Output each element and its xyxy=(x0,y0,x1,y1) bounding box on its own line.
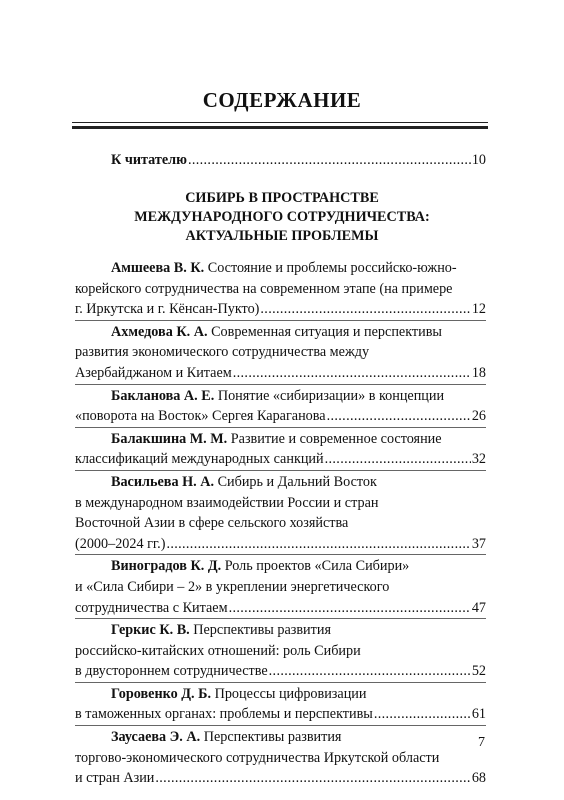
entry-author: Заусаева Э. А. xyxy=(111,729,201,746)
toc-entry[interactable] xyxy=(75,258,486,320)
toc-entry-line xyxy=(75,577,486,598)
entry-page: 61 xyxy=(471,706,486,723)
toc-entry-line xyxy=(75,429,486,450)
entry-title-text: Перспективы развития xyxy=(193,622,331,639)
entry-title-text: Восточной Азии в сфере сельского хозяйства xyxy=(75,515,349,532)
entry-page: 68 xyxy=(471,770,486,787)
entry-divider xyxy=(75,384,486,385)
dot-leader xyxy=(327,406,471,427)
entry-title-text: (2000–2024 гг.) xyxy=(75,535,166,552)
entry-title-text: Современная ситуация и перспективы xyxy=(211,323,442,340)
entry-divider xyxy=(75,618,486,619)
entry-divider xyxy=(75,320,486,321)
toc-entry-line xyxy=(75,620,486,641)
entry-title-text: Перспективы развития xyxy=(203,729,342,746)
dot-leader xyxy=(166,534,470,555)
toc-entry-line xyxy=(75,342,486,363)
toc-entry-line xyxy=(75,299,486,320)
toc-entry[interactable] xyxy=(75,620,486,682)
entry-divider xyxy=(75,725,486,726)
toc-entry-line xyxy=(75,748,486,769)
entry-page: 52 xyxy=(471,663,486,680)
toc-entries xyxy=(75,258,486,789)
toc-entry[interactable] xyxy=(75,429,486,470)
toc-entry[interactable] xyxy=(75,322,486,384)
dot-leader xyxy=(155,768,470,789)
entry-title-text: и «Сила Сибири – 2» в укреплении энергетического xyxy=(75,578,390,595)
entry-title-text: российско-китайских отношений: роль Сибири xyxy=(75,642,361,659)
toc-entry[interactable] xyxy=(75,472,486,554)
page-number: 7 xyxy=(478,735,485,750)
toc-entry-line xyxy=(75,768,486,789)
toc-entry-line xyxy=(75,598,486,619)
entry-page: 47 xyxy=(471,599,486,616)
preface-entry[interactable] xyxy=(75,150,486,171)
entry-divider xyxy=(75,470,486,471)
entry-title-text: и стран Азии xyxy=(75,770,155,787)
toc-entry-line xyxy=(75,322,486,343)
entry-title-text: корейского сотрудничества на современном этапе (на примере xyxy=(75,280,453,297)
entry-title-text: «поворота на Восток» Сергея Караганова xyxy=(75,408,326,425)
entry-title-text: г. Иркутска и г. Кёнсан-Пукто) xyxy=(75,301,260,318)
toc-entry-line xyxy=(75,684,486,705)
title-rule-thin xyxy=(72,122,488,123)
entry-title-text: Сибирь и Дальний Восток xyxy=(217,473,377,490)
section-heading: СИБИРЬ В ПРОСТРАНСТВЕ МЕЖДУНАРОДНОГО СОТРУДНИЧЕСТВА: АКТУАЛЬНЫЕ ПРОБЛЕМЫ xyxy=(134,190,430,244)
dot-leader xyxy=(269,661,471,682)
toc-entry[interactable] xyxy=(75,684,486,725)
toc-entry-line xyxy=(75,279,486,300)
entry-title-text: Роль проектов «Сила Сибири» xyxy=(224,558,410,575)
toc-entry-line xyxy=(75,472,486,493)
entry-title-text: развития экономического сотрудничества между xyxy=(75,344,370,361)
dot-leader xyxy=(229,598,471,619)
entry-title-text: в таможенных органах: проблемы и перспективы xyxy=(75,706,373,723)
toc-entry-line xyxy=(75,704,486,725)
page-title: СОДЕРЖАНИЕ xyxy=(202,88,362,112)
title-rule-thick xyxy=(72,126,488,129)
dot-leader xyxy=(188,150,471,171)
entry-divider xyxy=(75,427,486,428)
toc-entry-line xyxy=(75,449,486,470)
toc-entry-line xyxy=(75,661,486,682)
entry-divider xyxy=(75,682,486,683)
entry-author: Бакланова А. Е. xyxy=(111,387,215,404)
toc-entry[interactable] xyxy=(75,556,486,618)
entry-author: Геркис К. В. xyxy=(111,622,190,639)
entry-title-text: Азербайджаном и Китаем xyxy=(75,364,232,381)
entry-title-text: Развитие и современное состояние xyxy=(230,430,442,447)
entry-title-text: Понятие «сибиризации» в концепции xyxy=(217,387,445,404)
entry-title-text: Процессы цифровизации xyxy=(214,685,367,702)
toc-entry-line xyxy=(75,513,486,534)
entry-title-text: торгово-экономического сотрудничества Иркутской области xyxy=(75,749,440,766)
toc-entry-line xyxy=(75,363,486,384)
toc-entry[interactable] xyxy=(75,727,486,789)
dot-leader xyxy=(233,363,471,384)
entry-author: Горовенко Д. Б. xyxy=(111,685,212,702)
toc-entry-line xyxy=(75,534,486,555)
toc-entry-line xyxy=(75,556,486,577)
toc-entry[interactable] xyxy=(75,386,486,427)
entry-author: Амшеева В. К. xyxy=(111,260,205,276)
preface-label: К читателю xyxy=(111,152,187,168)
toc-entry-line xyxy=(75,727,486,748)
entry-page: 37 xyxy=(471,535,486,552)
entry-divider xyxy=(75,554,486,555)
entry-page: 32 xyxy=(471,451,486,468)
dot-leader xyxy=(374,704,471,725)
dot-leader xyxy=(260,299,470,320)
dot-leader xyxy=(325,449,471,470)
entry-title-text: сотрудничества с Китаем xyxy=(75,599,228,616)
entry-title-text: Состояние и проблемы российско-южно- xyxy=(207,260,457,276)
toc-entry-line xyxy=(75,641,486,662)
entry-page: 18 xyxy=(471,364,486,381)
entry-page: 12 xyxy=(471,301,486,318)
toc-entry-line xyxy=(75,258,486,279)
entry-author: Балакшина М. М. xyxy=(111,430,228,447)
entry-page: 26 xyxy=(471,408,486,425)
preface-page: 10 xyxy=(471,152,486,168)
entry-title-text: в международном взаимодействии России и стран xyxy=(75,494,379,511)
toc-entry-line xyxy=(75,493,486,514)
entry-author: Васильева Н. А. xyxy=(111,473,215,490)
entry-title-text: классификаций международных санкций xyxy=(75,451,324,468)
entry-author: Ахмедова К. А. xyxy=(111,323,208,340)
entry-author: Виноградов К. Д. xyxy=(111,558,222,575)
toc-entry-line xyxy=(75,386,486,407)
entry-title-text: в двустороннем сотрудничестве xyxy=(75,663,268,680)
toc-entry-line xyxy=(75,406,486,427)
